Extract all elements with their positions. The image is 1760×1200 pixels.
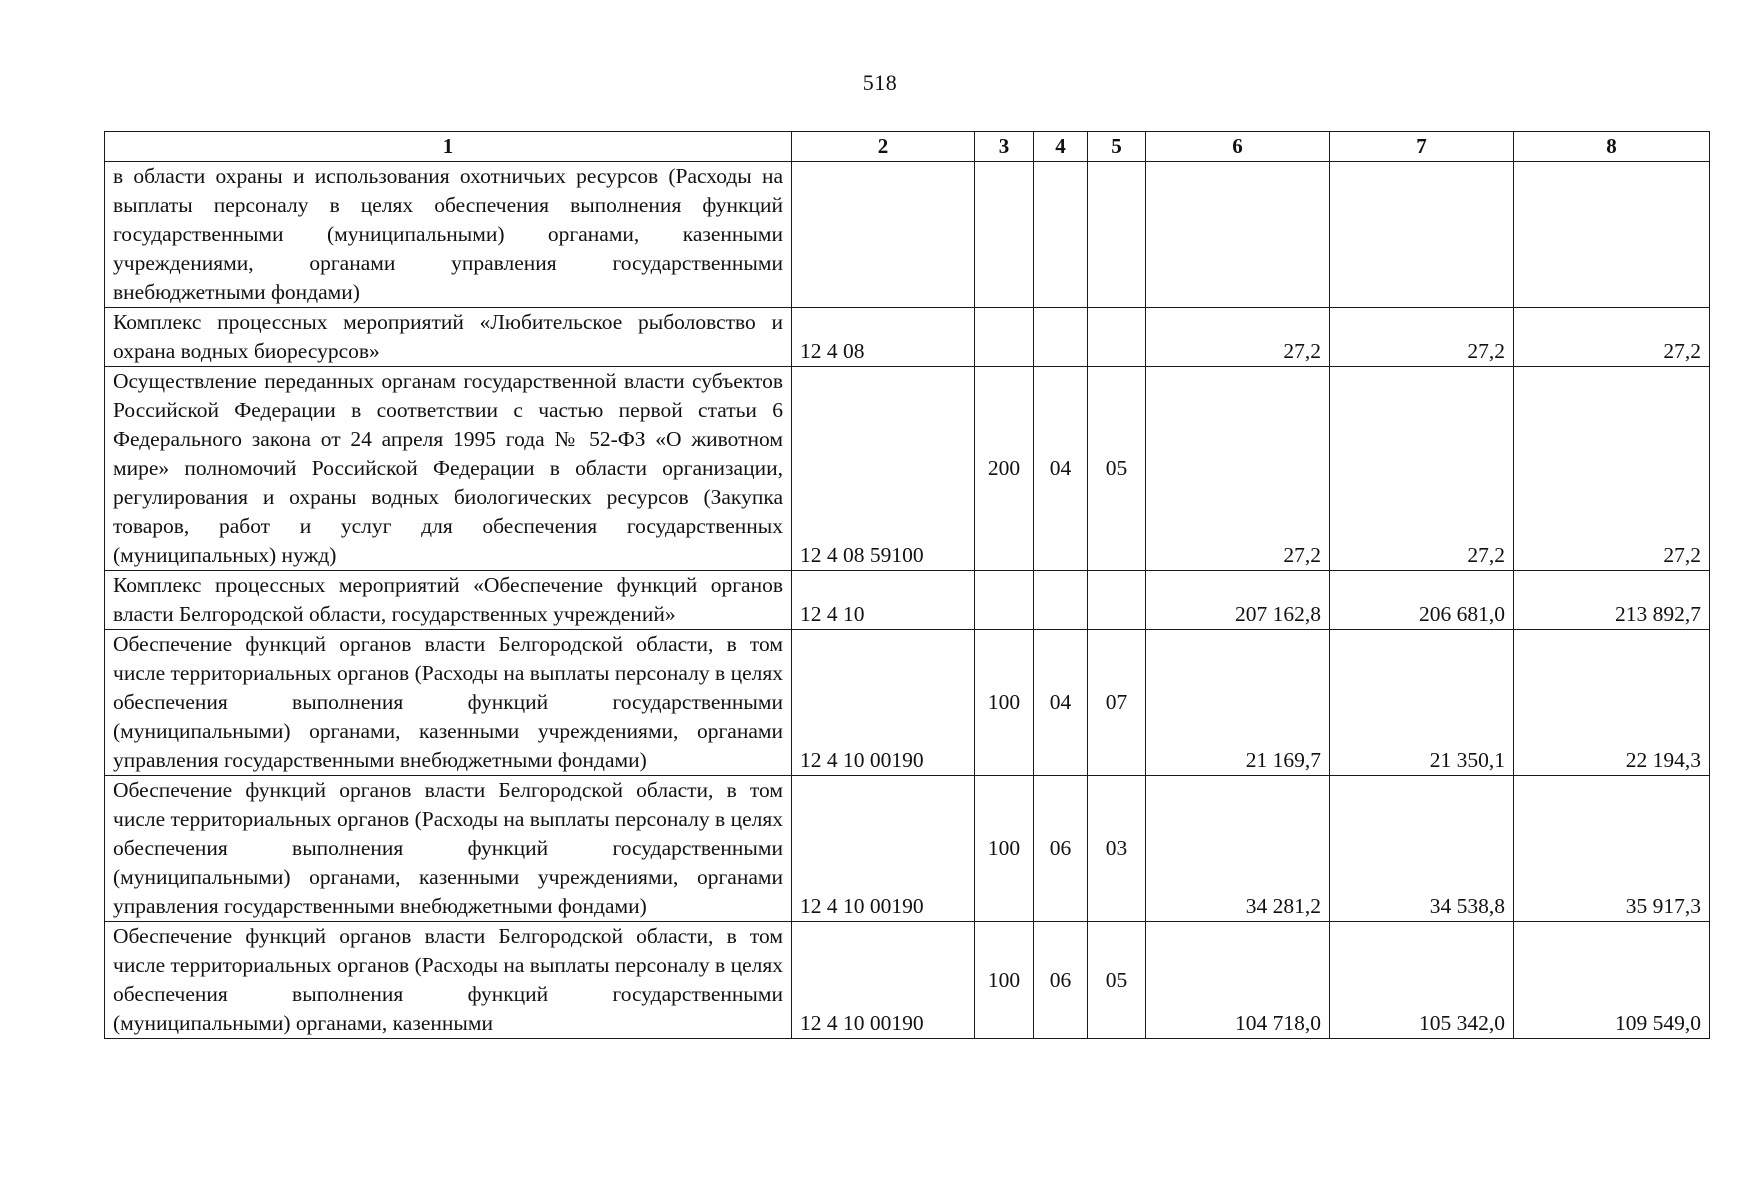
row-col3	[975, 308, 1034, 367]
row-description: Обеспечение функций органов власти Белгородской области, в том числе территориальных органов (Расходы на выплаты персоналу в целях обеспечения выполнения функций государственными (муниципальными) органами, казенными учреждениями, органами управления государственными внебюджетными фондами)	[105, 630, 792, 776]
row-col5: 07	[1088, 630, 1146, 776]
row-col8: 22 194,3	[1514, 630, 1710, 776]
column-header-8: 8	[1514, 132, 1710, 162]
row-col3: 200	[975, 367, 1034, 571]
row-col4: 04	[1034, 630, 1088, 776]
row-col8: 27,2	[1514, 367, 1710, 571]
table-row	[105, 571, 1710, 630]
row-col8: 27,2	[1514, 308, 1710, 367]
row-col6: 27,2	[1146, 308, 1330, 367]
row-col7: 27,2	[1330, 367, 1514, 571]
row-code: 12 4 10 00190	[792, 922, 975, 1039]
budget-table	[104, 131, 1710, 1039]
row-code: 12 4 08 59100	[792, 367, 975, 571]
row-col5	[1088, 162, 1146, 308]
row-col3	[975, 571, 1034, 630]
row-col5: 03	[1088, 776, 1146, 922]
row-code: 12 4 10	[792, 571, 975, 630]
row-col7: 21 350,1	[1330, 630, 1514, 776]
row-description: Осуществление переданных органам государственной власти субъектов Российской Федерации в соответствии с частью первой статьи 6 Федерального закона от 24 апреля 1995 года № 52-ФЗ «О животном мире» полномочий Российской Федерации в области организации, регулирования и охраны водных биологических ресурсов (Закупка товаров, работ и услуг для обеспечения государственных (муниципальных) нужд)	[105, 367, 792, 571]
row-col6: 21 169,7	[1146, 630, 1330, 776]
row-col3: 100	[975, 776, 1034, 922]
row-description: Комплекс процессных мероприятий «Обеспечение функций органов власти Белгородской области, государственных учреждений»	[105, 571, 792, 630]
row-col7: 105 342,0	[1330, 922, 1514, 1039]
row-col8	[1514, 162, 1710, 308]
row-col6: 207 162,8	[1146, 571, 1330, 630]
row-code	[792, 162, 975, 308]
row-col6	[1146, 162, 1330, 308]
row-col5: 05	[1088, 922, 1146, 1039]
column-header-2: 2	[792, 132, 975, 162]
row-col8: 109 549,0	[1514, 922, 1710, 1039]
row-code: 12 4 08	[792, 308, 975, 367]
row-col4: 06	[1034, 776, 1088, 922]
row-col5	[1088, 571, 1146, 630]
row-col6: 34 281,2	[1146, 776, 1330, 922]
row-col8: 213 892,7	[1514, 571, 1710, 630]
row-description: в области охраны и использования охотничьих ресурсов (Расходы на выплаты персоналу в целях обеспечения выполнения функций государственными (муниципальными) органами, казенными учреждениями, органами управления государственными внебюджетными фондами)	[105, 162, 792, 308]
row-col4: 06	[1034, 922, 1088, 1039]
row-col8: 35 917,3	[1514, 776, 1710, 922]
row-col6: 104 718,0	[1146, 922, 1330, 1039]
row-description: Комплекс процессных мероприятий «Любительское рыболовство и охрана водных биоресурсов»	[105, 308, 792, 367]
row-col4	[1034, 571, 1088, 630]
row-col6: 27,2	[1146, 367, 1330, 571]
row-code: 12 4 10 00190	[792, 630, 975, 776]
row-col3: 100	[975, 922, 1034, 1039]
table-row	[105, 162, 1710, 308]
column-header-5: 5	[1088, 132, 1146, 162]
row-code: 12 4 10 00190	[792, 776, 975, 922]
header-row	[105, 132, 1710, 162]
row-description: Обеспечение функций органов власти Белгородской области, в том числе территориальных органов (Расходы на выплаты персоналу в целях обеспечения выполнения функций государственными (муниципальными) органами, казенными	[105, 922, 792, 1039]
row-col7: 206 681,0	[1330, 571, 1514, 630]
row-col7: 34 538,8	[1330, 776, 1514, 922]
column-header-7: 7	[1330, 132, 1514, 162]
row-col5: 05	[1088, 367, 1146, 571]
row-col4	[1034, 162, 1088, 308]
row-col3	[975, 162, 1034, 308]
table-row	[105, 630, 1710, 776]
column-header-4: 4	[1034, 132, 1088, 162]
row-col7: 27,2	[1330, 308, 1514, 367]
page-number: 518	[862, 70, 898, 95]
row-col5	[1088, 308, 1146, 367]
row-col4: 04	[1034, 367, 1088, 571]
row-col7	[1330, 162, 1514, 308]
column-header-6: 6	[1146, 132, 1330, 162]
column-header-3: 3	[975, 132, 1034, 162]
row-col4	[1034, 308, 1088, 367]
table-row	[105, 308, 1710, 367]
column-header-1: 1	[105, 132, 792, 162]
table-row	[105, 776, 1710, 922]
row-description: Обеспечение функций органов власти Белгородской области, в том числе территориальных органов (Расходы на выплаты персоналу в целях обеспечения выполнения функций государственными (муниципальными) органами, казенными учреждениями, органами управления государственными внебюджетными фондами)	[105, 776, 792, 922]
table-row	[105, 367, 1710, 571]
table-row	[105, 922, 1710, 1039]
row-col3: 100	[975, 630, 1034, 776]
